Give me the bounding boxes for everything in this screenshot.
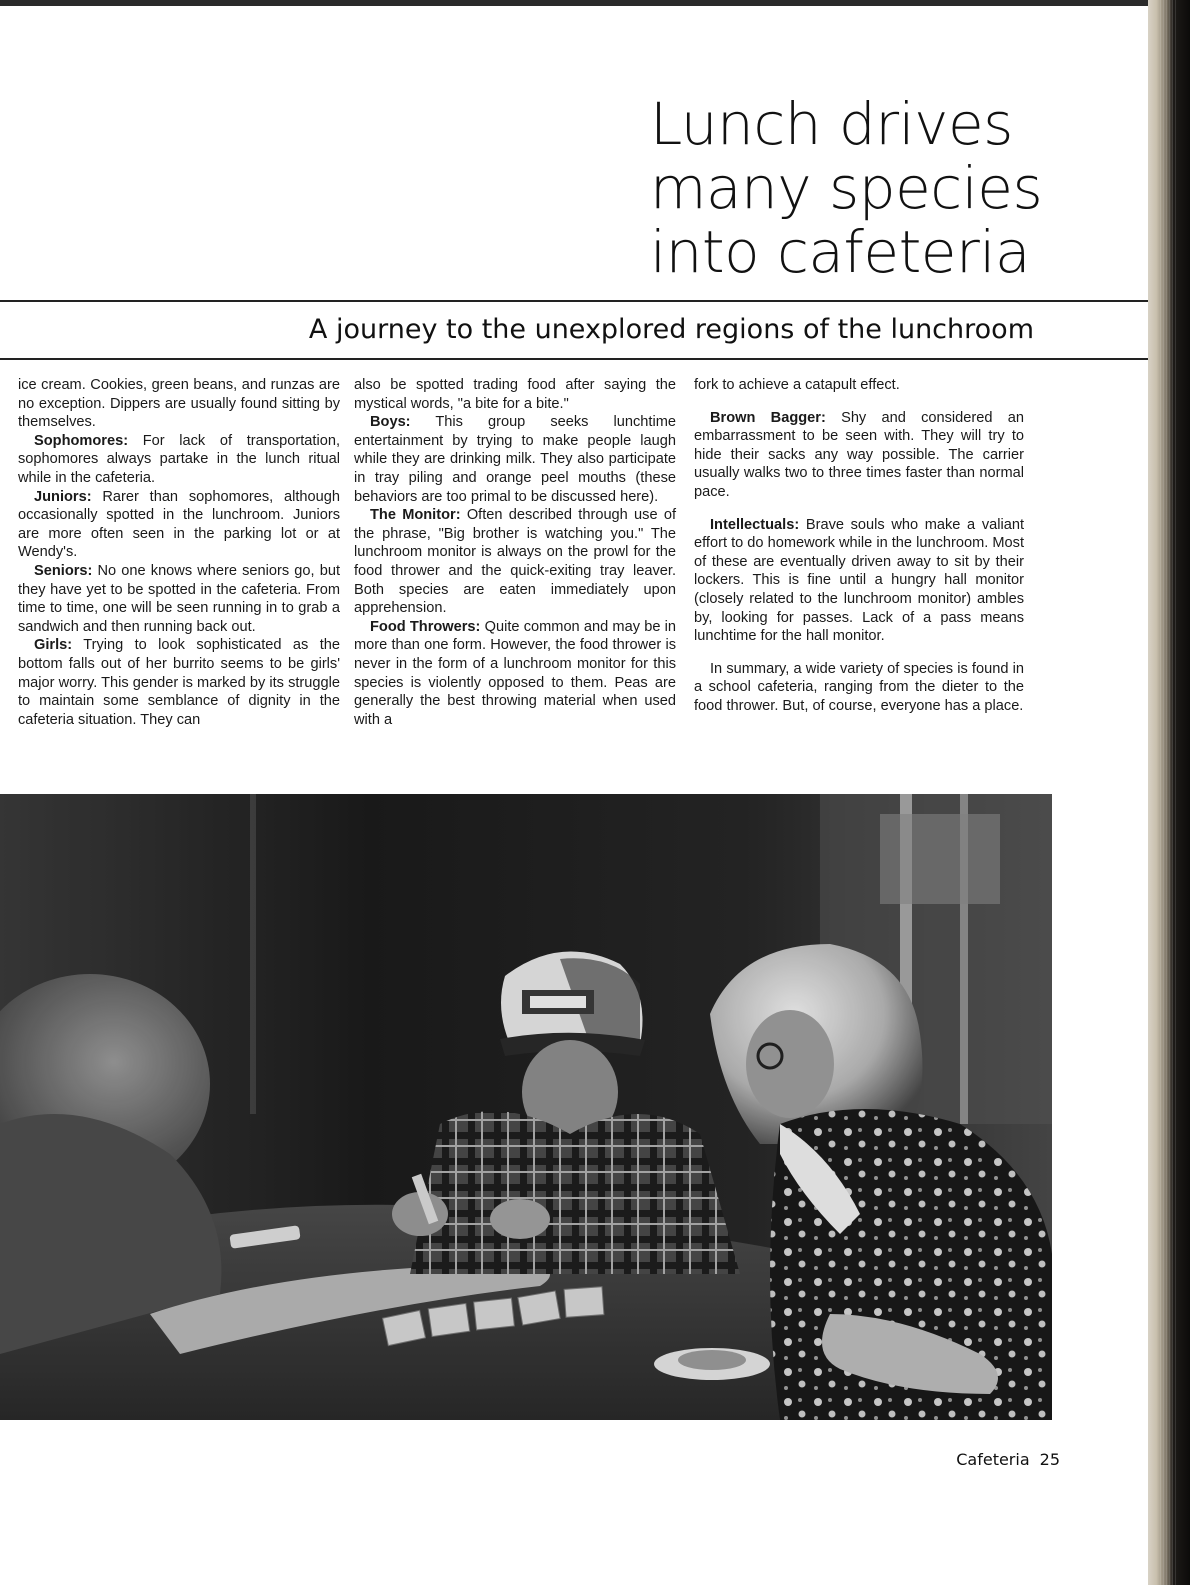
text-column-3 bbox=[694, 376, 1024, 716]
headline bbox=[650, 92, 1070, 284]
page-number: 25 bbox=[1039, 1450, 1060, 1469]
bottom-rule bbox=[0, 358, 1150, 360]
paragraph-lead: Boys: bbox=[370, 414, 411, 431]
top-edge-bar bbox=[0, 0, 1190, 6]
paragraph: Food Throwers: Quite common and may be in more than one form. However, the food thrower is never in the form of a lunchroom monitor for this species is violently opposed to them. Peas are generally the best throwing material when used with a bbox=[354, 618, 676, 728]
paragraph-lead: Juniors: bbox=[34, 488, 92, 505]
paragraph: Sophomores: For lack of transportation, sophomores always partake in the lunch ritual while in the cafeteria. bbox=[18, 432, 340, 486]
top-rule bbox=[0, 300, 1150, 302]
paragraph: Brown Bagger: Shy and considered an embarrassment to be seen with. They will try to hide their sacks any way possible. The carrier usually walks two to three times faster than normal pace. bbox=[694, 409, 1025, 500]
text-column-1 bbox=[18, 376, 340, 729]
paragraph: Boys: This group seeks lunchtime entertainment by trying to make people laugh while they are drinking milk. They also participate in tray piling and orange peel mouths (these behaviors are too primal to be discussed here). bbox=[354, 414, 676, 505]
paragraph: Girls: Trying to look sophisticated as the bottom falls out of her burrito seems to be girls' major worry. This gender is marked by its struggle to maintain some semblance of dignity in the cafeteria situation. They can bbox=[18, 637, 340, 728]
paragraph: In summary, a wide variety of species is found in a school cafeteria, ranging from the dieter to the food thrower. But, of course, everyone has a place. bbox=[694, 660, 1024, 714]
paragraph-lead: Sophomores: bbox=[34, 432, 129, 449]
paragraph-lead: Intellectuals: bbox=[710, 516, 800, 533]
paragraph: The Monitor: Often described through use of the phrase, "Big brother is watching you." The lunchroom monitor is always on the prowl for the food thrower and the quick-exiting tray leaver. Both species are eaten immediately upon apprehension. bbox=[354, 507, 676, 617]
subheadline: A journey to the unexplored regions of the lunchroom bbox=[308, 314, 1034, 345]
paragraph: Intellectuals: Brave souls who make a valiant effort to do homework while in the lunchroom. Most of these are eventually driven away to sit by their lockers. This is fine until a hungry hall monitor (closely related to the lunchroom monitor) ambles by, looking for passes. Lack of a pass means lunchtime for the hall monitor. bbox=[694, 516, 1024, 645]
paragraph-lead: Seniors: bbox=[34, 562, 93, 579]
text-column-2 bbox=[354, 376, 676, 729]
section-name: Cafeteria bbox=[956, 1450, 1030, 1469]
paragraph-lead: The Monitor: bbox=[370, 507, 461, 524]
page-stack-lines bbox=[1160, 0, 1176, 1585]
headline-line-3: into cafeteria bbox=[650, 218, 1030, 286]
paragraph: Juniors: Rarer than sophomores, although occasionally spotted in the lunchroom. Juniors are more often seen in the parking lot or at Wendy's. bbox=[18, 488, 340, 561]
headline-line-2: many species bbox=[650, 154, 1043, 222]
page-footer bbox=[900, 1449, 1060, 1471]
paragraph-lead: Girls: bbox=[34, 637, 73, 654]
paragraph: also be spotted trading food after saying the mystical words, "a bite for a bite." bbox=[354, 377, 676, 412]
paragraph: fork to achieve a catapult effect. bbox=[694, 377, 900, 393]
cafeteria-photo bbox=[0, 794, 1052, 1420]
headline-line-1: Lunch drives bbox=[650, 90, 1013, 158]
paragraph: ice cream. Cookies, green beans, and runzas are no exception. Dippers are usually found sitting by themselves. bbox=[18, 377, 340, 431]
photo-illustration bbox=[0, 794, 1052, 1420]
paragraph: Seniors: No one knows where seniors go, but they have yet to be spotted in the cafeteria. From time to time, one will be seen running in to grab a sandwich and then running back out. bbox=[18, 562, 340, 635]
paragraph-lead: Brown Bagger: bbox=[710, 409, 826, 426]
paragraph-lead: Food Throwers: bbox=[370, 618, 481, 635]
